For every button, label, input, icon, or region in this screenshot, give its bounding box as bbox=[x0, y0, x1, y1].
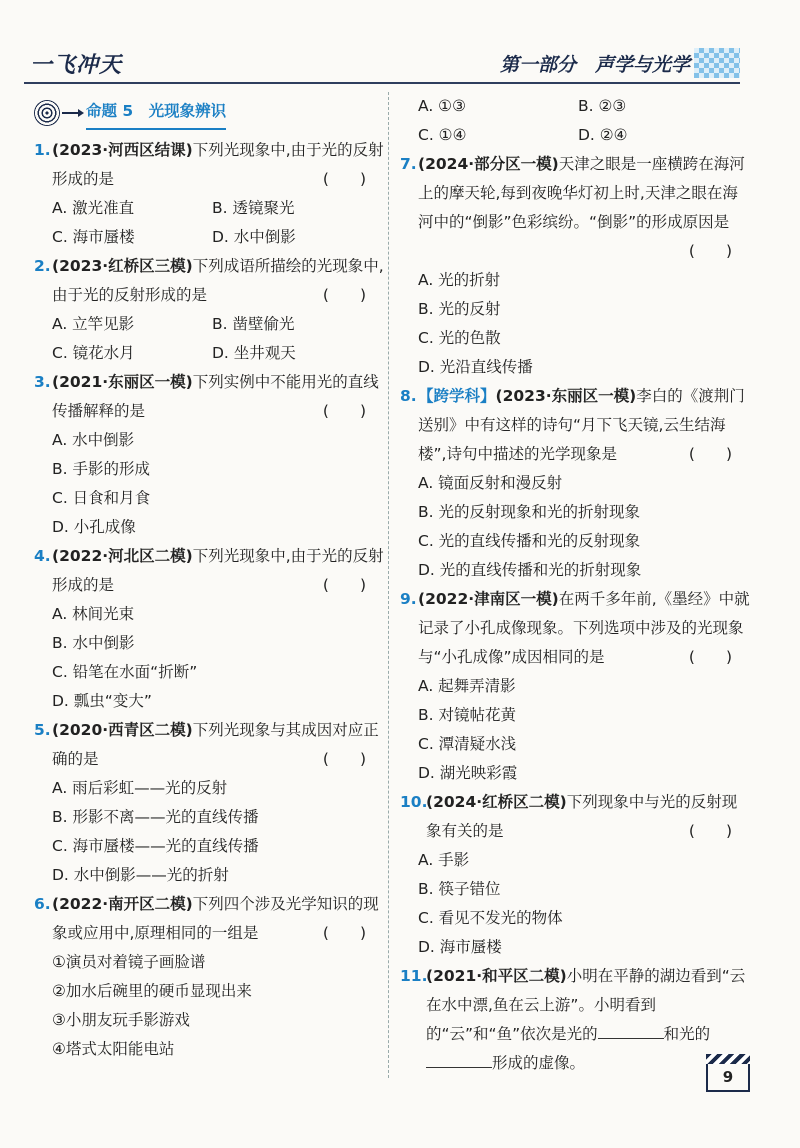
option-item[interactable]: C. 铅笔在水面“折断” bbox=[52, 663, 198, 681]
answer-bracket[interactable]: ( ) bbox=[688, 242, 732, 260]
q6-options bbox=[400, 92, 750, 150]
option-list bbox=[34, 194, 384, 252]
option-list bbox=[34, 948, 384, 1064]
question-item bbox=[34, 890, 384, 1064]
question-text: 下列成语所描绘的光现象中,由于光的反射形成的是 bbox=[52, 257, 384, 304]
option-item[interactable]: C. 光的色散 bbox=[418, 329, 501, 347]
option-item[interactable]: B. 手影的形成 bbox=[52, 460, 150, 478]
option-item[interactable]: A. 激光准直 bbox=[52, 199, 135, 217]
target-icon bbox=[34, 100, 60, 126]
option-list bbox=[34, 774, 384, 890]
arrow-icon bbox=[62, 112, 80, 114]
option-item[interactable]: A. 雨后彩虹——光的反射 bbox=[52, 779, 228, 797]
question-item bbox=[34, 368, 384, 542]
option-item[interactable]: A. 水中倒影 bbox=[52, 431, 135, 449]
question-item bbox=[34, 136, 384, 252]
option-item[interactable]: A. 光的折射 bbox=[418, 271, 501, 289]
question-text: 下列光现象与其成因对应正确的是 bbox=[52, 721, 379, 768]
topic-heading bbox=[34, 96, 384, 130]
question-number: 8. bbox=[400, 387, 417, 405]
answer-bracket[interactable]: ( ) bbox=[322, 286, 366, 304]
question-number: 3. bbox=[34, 373, 51, 391]
option-item[interactable]: B. 凿壁偷光 bbox=[212, 315, 295, 333]
question-text: 在两千多年前,《墨经》中就记录了小孔成像现象。下列选项中涉及的光现象与“小孔成像”成因相同的是 bbox=[418, 590, 750, 666]
question-text-2: 和光的 bbox=[663, 1025, 711, 1043]
option-item[interactable]: ①演员对着镜子画脸谱 bbox=[52, 953, 206, 971]
option-item[interactable]: ④塔式太阳能电站 bbox=[52, 1040, 175, 1058]
question-source: (2022·津南区一模) bbox=[418, 590, 559, 608]
section-title: 第一部分 声学与光学 bbox=[499, 54, 690, 76]
answer-bracket[interactable]: ( ) bbox=[322, 402, 366, 420]
question-text: 小明在平静的湖边看到“云在水中漂,鱼在云上游”。小明看到的“云”和“鱼”依次是光的 bbox=[426, 967, 746, 1043]
option-item[interactable]: C. 潭清疑水浅 bbox=[418, 735, 517, 753]
option-item[interactable]: D. 水中倒影——光的折射 bbox=[52, 866, 229, 884]
question-text: 下列实例中不能用光的直线传播解释的是 bbox=[52, 373, 379, 420]
option-item[interactable]: B. 光的反射 bbox=[418, 300, 501, 318]
answer-bracket[interactable]: ( ) bbox=[322, 750, 366, 768]
question-number: 2. bbox=[34, 257, 51, 275]
answer-blank-1[interactable] bbox=[598, 1022, 664, 1039]
option-item[interactable]: D. 湖光映彩霞 bbox=[418, 764, 518, 782]
question-text: 李白的《渡荆门送别》中有这样的诗句“月下飞天镜,云生结海楼”,诗句中描述的光学现象是 bbox=[418, 387, 745, 463]
option-item[interactable]: A. 镜面反射和漫反射 bbox=[418, 474, 563, 492]
answer-bracket[interactable]: ( ) bbox=[322, 924, 366, 942]
option-item[interactable]: D. ②④ bbox=[578, 126, 628, 144]
option-item[interactable]: C. 海市蜃楼 bbox=[52, 228, 135, 246]
question-source: (2024·部分区一模) bbox=[418, 155, 559, 173]
option-item[interactable]: A. 起舞弄清影 bbox=[418, 677, 516, 695]
question-number: 10. bbox=[400, 793, 428, 811]
option-item[interactable]: A. 林间光束 bbox=[52, 605, 135, 623]
option-item[interactable]: B. 水中倒影 bbox=[52, 634, 135, 652]
question-source: (2020·西青区二模) bbox=[52, 721, 193, 739]
answer-bracket[interactable]: ( ) bbox=[688, 445, 732, 463]
answer-bracket[interactable]: ( ) bbox=[322, 576, 366, 594]
left-column bbox=[34, 96, 384, 1064]
answer-blank-2[interactable] bbox=[426, 1051, 492, 1068]
option-item[interactable]: A. 手影 bbox=[418, 851, 470, 869]
option-item[interactable]: B. 对镜帖花黄 bbox=[418, 706, 516, 724]
topic-label: 命题 5 光现象辨识 bbox=[86, 97, 226, 130]
question-source: (2023·河西区结课) bbox=[52, 141, 193, 159]
question-text: 下列光现象中,由于光的反射形成的是 bbox=[52, 547, 384, 594]
option-item[interactable]: D. 瓢虫“变大” bbox=[52, 692, 152, 710]
question-source: (2022·南开区二模) bbox=[52, 895, 193, 913]
question-item bbox=[34, 716, 384, 890]
option-item[interactable]: ③小朋友玩手影游戏 bbox=[52, 1011, 190, 1029]
option-item[interactable]: D. 坐井观天 bbox=[212, 344, 296, 362]
question-source: (2021·东丽区一模) bbox=[52, 373, 193, 391]
question-item bbox=[400, 585, 750, 788]
column-divider bbox=[388, 92, 389, 1078]
question-source: (2023·红桥区三模) bbox=[52, 257, 193, 275]
question-number: 4. bbox=[34, 547, 51, 565]
option-list bbox=[400, 846, 750, 962]
question-number: 7. bbox=[400, 155, 417, 173]
option-item[interactable]: C. 看见不发光的物体 bbox=[418, 909, 563, 927]
question-item bbox=[400, 788, 750, 962]
option-item[interactable]: C. 镜花水月 bbox=[52, 344, 135, 362]
page-number-stripes bbox=[706, 1054, 750, 1064]
option-item[interactable]: D. 海市蜃楼 bbox=[418, 938, 502, 956]
option-item[interactable]: D. 小孔成像 bbox=[52, 518, 136, 536]
question-number: 9. bbox=[400, 590, 417, 608]
option-item[interactable]: D. 光的直线传播和光的折射现象 bbox=[418, 561, 642, 579]
question-source: (2021·和平区二模) bbox=[426, 967, 567, 985]
question-source: (2023·东丽区一模) bbox=[495, 387, 637, 405]
option-item[interactable]: C. ①④ bbox=[418, 126, 467, 144]
option-list bbox=[34, 600, 384, 716]
question-source: (2022·河北区二模) bbox=[52, 547, 193, 565]
brand-logo: 一飞冲天 bbox=[30, 53, 123, 78]
option-item[interactable]: B. 筷子错位 bbox=[418, 880, 501, 898]
question-source: (2024·红桥区二模) bbox=[426, 793, 567, 811]
option-item[interactable]: A. 立竿见影 bbox=[52, 315, 135, 333]
question-tag: 【跨学科】 bbox=[418, 387, 496, 405]
question-number: 11. bbox=[400, 967, 428, 985]
option-item[interactable]: B. 光的反射现象和光的折射现象 bbox=[418, 503, 640, 521]
question-item bbox=[34, 542, 384, 716]
question-text: 下列四个涉及光学知识的现象或应用中,原理相同的一组是 bbox=[52, 895, 379, 942]
question-text: 下列现象中与光的反射现象有关的是 bbox=[426, 793, 738, 840]
option-list bbox=[400, 266, 750, 382]
option-item[interactable]: C. 海市蜃楼——光的直线传播 bbox=[52, 837, 259, 855]
option-item[interactable]: B. 透镜聚光 bbox=[212, 199, 295, 217]
option-item[interactable]: C. 光的直线传播和光的反射现象 bbox=[418, 532, 641, 550]
option-item[interactable]: B. 形影不离——光的直线传播 bbox=[52, 808, 259, 826]
option-item[interactable]: C. 日食和月食 bbox=[52, 489, 151, 507]
question-item bbox=[400, 382, 750, 585]
question-number: 5. bbox=[34, 721, 51, 739]
question-item bbox=[400, 150, 750, 382]
answer-bracket[interactable]: ( ) bbox=[322, 170, 366, 188]
question-item bbox=[34, 252, 384, 368]
question-number: 6. bbox=[34, 895, 51, 913]
answer-bracket[interactable]: ( ) bbox=[688, 822, 732, 840]
option-list bbox=[34, 310, 384, 368]
option-item[interactable]: ②加水后碗里的硬币显现出来 bbox=[52, 982, 252, 1000]
question-text-3: 形成的虚像。 bbox=[492, 1054, 586, 1072]
question-text: 天津之眼是一座横跨在海河上的摩天轮,每到夜晚华灯初上时,天津之眼在海河中的“倒影”色彩缤纷。“倒影”的形成原因是 bbox=[418, 155, 745, 231]
option-list bbox=[34, 426, 384, 542]
question-number: 1. bbox=[34, 141, 51, 159]
answer-bracket[interactable]: ( ) bbox=[688, 648, 732, 666]
option-list bbox=[400, 672, 750, 788]
option-item[interactable]: A. ①③ bbox=[418, 97, 466, 115]
header-rule bbox=[24, 82, 740, 84]
right-column bbox=[400, 92, 750, 1078]
question-text: 下列光现象中,由于光的反射形成的是 bbox=[52, 141, 384, 188]
option-item[interactable]: D. 光沿直线传播 bbox=[418, 358, 533, 376]
option-list bbox=[400, 469, 750, 585]
page-number: 9 bbox=[706, 1064, 750, 1092]
option-item[interactable]: B. ②③ bbox=[578, 97, 627, 115]
option-item[interactable]: D. 水中倒影 bbox=[212, 228, 296, 246]
checker-decoration bbox=[694, 48, 740, 78]
question-11 bbox=[400, 962, 750, 1078]
